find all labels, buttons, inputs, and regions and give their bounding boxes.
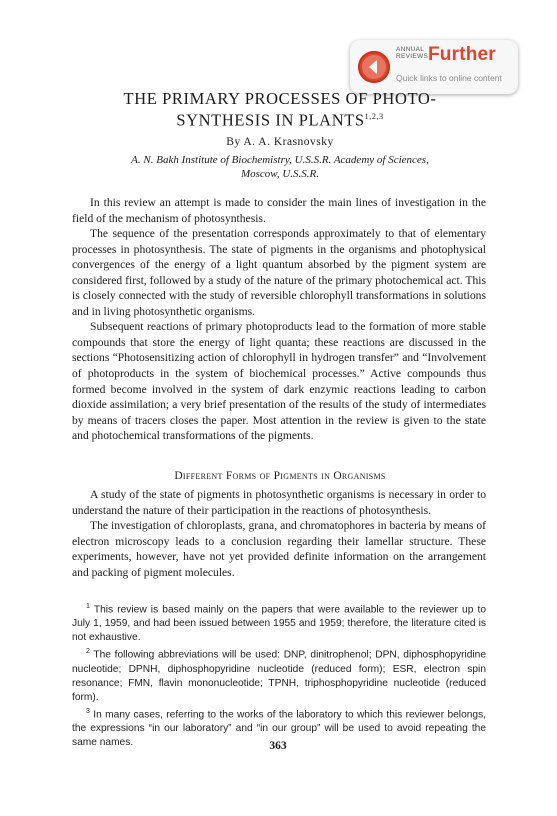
footnotes [72, 600, 486, 750]
paragraph: In this review an attempt is made to consider the main lines of investigation in the field of the mechanism of photosynthesis. [72, 196, 486, 225]
section-heading: Different Forms of Pigments in Organisms [174, 470, 386, 482]
paragraph: A study of the state of pigments in photosynthetic organisms is necessary in order to understand the nature of their participation in the reactions of photosynthesis. [72, 488, 486, 517]
footnote: $^1$ This review is based mainly on the papers that were available to the reviewer up to July 1, 1959, and had been issued between 1955 and 1959; therefore, the literature cited is not exhaustive. [72, 603, 486, 644]
title-line-1: THE PRIMARY PROCESSES OF PHOTO- [123, 89, 437, 108]
title-line-2: SYNTHESIS IN PLANTS [176, 110, 365, 130]
footnote: $^3$ In many cases, referring to the works of the laboratory to which this reviewer belongs, the expressions “in our laboratory” and “in our group” will be used to avoid repeating the same names. [72, 707, 486, 749]
paragraph: Subsequent reactions of primary photoproducts lead to the formation of more stable compounds that store the energy of light quanta; these reactions are discussed in the sections “Photosensitizing action of chlorophyll in hydrogen transfer” and “Involvement of photoproducts in the system of biochemical processes.” Active compounds thus formed become involved in the system of dark enzymic reactions leading to carbon dioxide assimilation; a very brief presentation of the results of the study of intermediates by means of tracers closes the paper. Most attention in the review is given to the state and photochemical transformations of the pigments. [72, 320, 486, 443]
article-title [60, 90, 500, 130]
pigments-section [72, 487, 486, 580]
title-footnote-refs: 1,2,3 [364, 112, 384, 121]
paragraph: The sequence of the presentation corresponds approximately to that of elementary processes in photosynthesis. The state of pigments in the organisms and photophysical convergences of the energy of a light quantum absorbed by the pigment system are considered first, followed by a study of the nature of the primary photochemical act. This is closely connected with the study of reversible chlorophyll transformations in solutions and in living photosynthetic organisms. [72, 227, 486, 318]
affiliation: A. N. Bakh Institute of Biochemistry, U.S.S.R. Academy of Sciences, Moscow, U.S.S.R. [131, 154, 429, 180]
footnote: $^2$ The following abbreviations will be used: DNP, dinitrophenol; DPN, diphosphopyridine nucleotide; DPNH, diphosphopyridine nucleotide (reduced form); ESR, electron spin resonance; FMN, flavin mononucleotide; TPNH, triphosphopyridine nucleotide (reduced form). [72, 648, 486, 703]
badge-subtitle: Quick links to online content [396, 73, 502, 83]
paragraph: The investigation of chloroplasts, grana, and chromatophores in bacteria by means of electron microscopy leads to a conclusion regarding their lamellar structure. These experiments, however, have not yet provided definite information on the arrangement and packing of pigment molecules. [72, 519, 486, 579]
intro-section [72, 195, 486, 444]
annual-reviews-further-badge[interactable] [350, 40, 518, 94]
annual-reviews-logo-text: ANNUAL REVIEWS [396, 46, 429, 60]
author-line: By A. A. Krasnovsky [226, 136, 334, 148]
further-label: Further [428, 44, 496, 65]
back-arrow-icon [358, 51, 390, 83]
page-number: 363 [269, 740, 287, 752]
